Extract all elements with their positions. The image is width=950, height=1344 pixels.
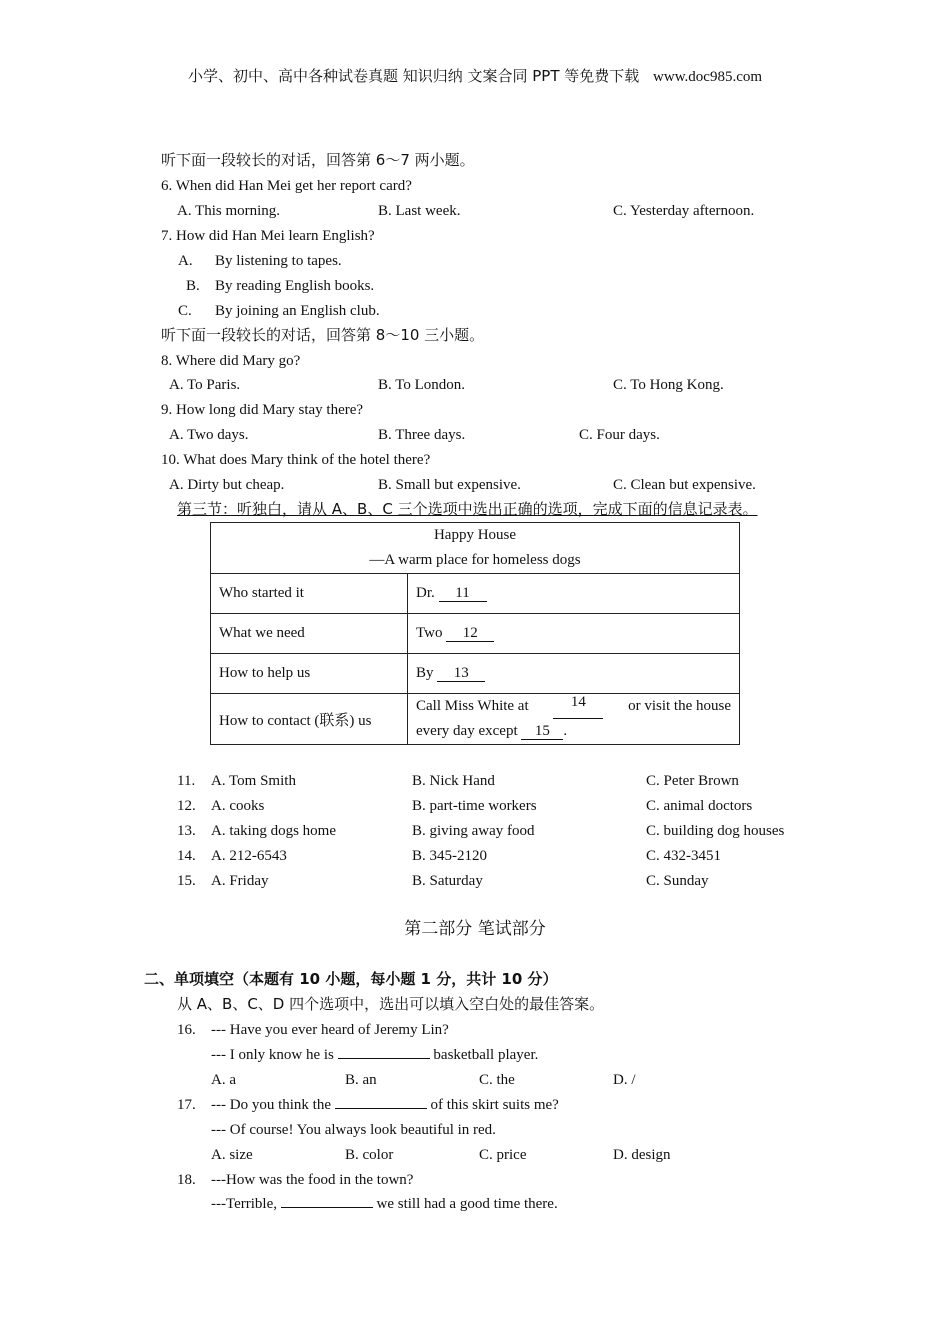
row4-label: How to contact (联系) us (211, 694, 408, 745)
opt11-b: B. Nick Hand (412, 773, 495, 789)
part2-title: 第二部分 笔试部分 (404, 919, 546, 939)
q17-line1b: of this skirt suits me? (430, 1097, 559, 1113)
q17-blank (335, 1108, 427, 1109)
blank-11: 11 (439, 585, 487, 602)
q7-option-a: By listening to tapes. (215, 253, 342, 269)
q16-option-a: A. a (211, 1072, 236, 1088)
q17-line2: --- Of course! You always look beautiful in red. (211, 1122, 496, 1138)
q8-option-a: A. To Paris. (169, 377, 241, 393)
q16-option-c: C. the (479, 1072, 515, 1088)
row2-value (408, 614, 740, 654)
q17-option-a: A. size (211, 1147, 253, 1163)
q6-option-c: C. Yesterday afternoon. (613, 203, 755, 219)
header-text: 小学、初中、高中各种试卷真题 知识归纳 文案合同 PPT 等免费下载 (187, 67, 640, 85)
opt12-num: 12. (177, 798, 196, 814)
opt13-b: B. giving away food (412, 823, 535, 839)
row3-value (408, 654, 740, 694)
opt13-a: A. taking dogs home (211, 823, 336, 839)
q17-option-c: C. price (479, 1147, 527, 1163)
q7-option-c: By joining an English club. (215, 303, 380, 319)
q16-line2b: basketball player. (433, 1047, 539, 1063)
q18-line1: ---How was the food in the town? (211, 1172, 414, 1188)
q6-option-a: A. This morning. (177, 203, 281, 219)
q16-blank (338, 1058, 430, 1059)
q7-option-a-label: A. (178, 253, 193, 269)
q17-num: 17. (177, 1097, 196, 1113)
opt11-a: A. Tom Smith (211, 773, 296, 789)
q16-num: 16. (177, 1022, 196, 1038)
blank-14: 14 (553, 694, 603, 719)
opt15-b: B. Saturday (412, 873, 483, 889)
q7-option-c-label: C. (178, 303, 192, 319)
opt12-a: A. cooks (211, 798, 265, 814)
opt15-num: 15. (177, 873, 196, 889)
q9-option-c: C. Four days. (579, 427, 660, 443)
q10-stem: 10. What does Mary think of the hotel there? (161, 452, 431, 468)
q10-option-b: B. Small but expensive. (378, 477, 521, 493)
row1-label: Who started it (211, 574, 408, 614)
opt13-num: 13. (177, 823, 196, 839)
q7-option-b-label: B. (186, 278, 200, 294)
q7-stem: 7. How did Han Mei learn English? (161, 228, 375, 244)
q8-option-b: B. To London. (378, 377, 466, 393)
q9-stem: 9. How long did Mary stay there? (161, 402, 364, 418)
opt13-c: C. building dog houses (646, 823, 785, 839)
q17-line1a: --- Do you think the (211, 1097, 331, 1113)
q17-option-b: B. color (345, 1147, 394, 1163)
q18-line2 (211, 1194, 558, 1214)
opt14-a: A. 212-6543 (211, 848, 287, 864)
row3-prefix: By (416, 665, 434, 681)
q17-option-d: D. design (613, 1147, 671, 1163)
q16-line2a: --- I only know he is (211, 1047, 334, 1063)
table-subtitle: —A warm place for homeless dogs (369, 552, 581, 568)
q7-option-b: By reading English books. (215, 278, 375, 294)
part2-heading: 二、单项填空（本题有 10 小题，每小题 1 分，共计 10 分） (144, 970, 558, 988)
row3-label: How to help us (211, 654, 408, 694)
q18-line2b: we still had a good time there. (376, 1196, 558, 1212)
opt12-b: B. part-time workers (412, 798, 537, 814)
row4-end: . (563, 723, 568, 739)
q18-blank (281, 1207, 373, 1208)
q10-option-a: A. Dirty but cheap. (169, 477, 285, 493)
q9-option-b: B. Three days. (378, 427, 466, 443)
page-header (0, 66, 950, 87)
q16-option-b: B. an (345, 1072, 377, 1088)
q9-option-a: A. Two days. (169, 427, 249, 443)
q18-line2a: ---Terrible, (211, 1196, 277, 1212)
row4-text-b: or visit the house (628, 698, 731, 714)
q10-option-c: C. Clean but expensive. (613, 477, 756, 493)
opt14-b: B. 345-2120 (412, 848, 487, 864)
opt14-num: 14. (177, 848, 196, 864)
row4-text-c: every day except (416, 723, 518, 739)
section-a-intro: 听下面一段较长的对话，回答第 6～7 两小题。 (161, 151, 475, 169)
blank-13: 13 (437, 665, 485, 682)
row2-label: What we need (211, 614, 408, 654)
opt14-c: C. 432-3451 (646, 848, 721, 864)
header-url: www.doc985.com (653, 69, 763, 85)
q17-line1 (211, 1095, 559, 1115)
table-title: Happy House (433, 527, 517, 543)
opt15-c: C. Sunday (646, 873, 709, 889)
row4-value (408, 694, 740, 745)
opt11-num: 11. (177, 773, 196, 789)
q6-option-b: B. Last week. (378, 203, 461, 219)
info-record-table (210, 522, 740, 745)
row4-text-a: Call Miss White at (416, 698, 529, 714)
opt15-a: A. Friday (211, 873, 269, 889)
row1-prefix: Dr. (416, 585, 435, 601)
table-title-cell (211, 523, 740, 574)
q18-num: 18. (177, 1172, 196, 1188)
opt12-c: C. animal doctors (646, 798, 753, 814)
q8-stem: 8. Where did Mary go? (161, 353, 301, 369)
section3-title: 第三节：听独白，请从 A、B、C 三个选项中选出正确的选项，完成下面的信息记录表。 (177, 500, 758, 518)
part2-instruction: 从 A、B、C、D 四个选项中，选出可以填入空白处的最佳答案。 (177, 995, 605, 1013)
row1-value (408, 574, 740, 614)
section-b-intro: 听下面一段较长的对话，回答第 8～10 三小题。 (161, 326, 485, 344)
q16-line1: --- Have you ever heard of Jeremy Lin? (211, 1022, 449, 1038)
row2-prefix: Two (416, 625, 443, 641)
q16-line2 (211, 1045, 538, 1065)
opt11-c: C. Peter Brown (646, 773, 739, 789)
q8-option-c: C. To Hong Kong. (613, 377, 724, 393)
blank-15: 15 (521, 723, 563, 740)
blank-12: 12 (446, 625, 494, 642)
q6-stem: 6. When did Han Mei get her report card? (161, 178, 412, 194)
q16-option-d: D. / (613, 1072, 636, 1088)
